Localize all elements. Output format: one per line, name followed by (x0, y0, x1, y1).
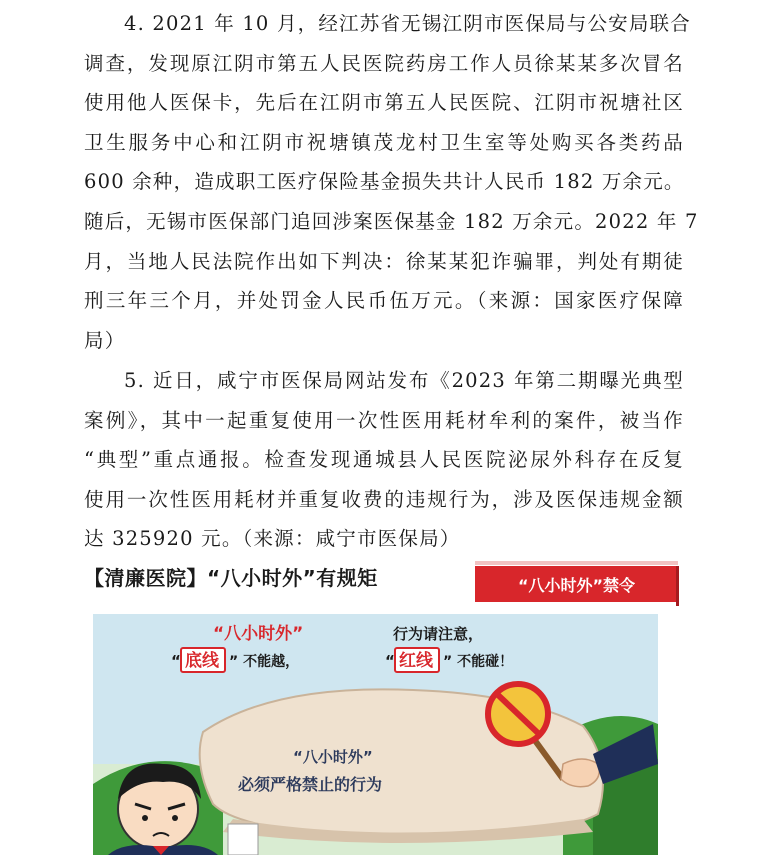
paragraph-line: 5. 近日，咸宁市医保局网站发布《2023 年第二期曝光典型 (124, 369, 684, 392)
poster-line1-a: “八小时外” (213, 624, 304, 644)
paper-icon (228, 824, 258, 855)
poster-line2-b: ” 不能越， (229, 654, 300, 670)
paragraph-line: 4. 2021 年 10 月，经江苏省无锡江阴市医保局与公安局联合 (124, 12, 691, 35)
stone-line2: 必须严格禁止的行为 (238, 775, 383, 794)
hand-icon (561, 759, 599, 787)
cartoon-eye (172, 815, 178, 821)
paragraph-line: 月，当地人民法院作出如下判决：徐某某犯诈骗罪，判处有期徒 (84, 249, 684, 273)
paragraph-line: 局） (84, 328, 126, 352)
poster-quote: “ (171, 652, 181, 670)
poster-line1-b: 行为请注意， (393, 625, 484, 643)
paragraph-line: “典型”重点通报。检查发现通城县人民医院泌尿外科存在反复 (84, 448, 684, 472)
paragraph-line: 案例》，其中一起重复使用一次性医用耗材牟利的案件，被当作 (84, 408, 684, 432)
paragraph-line: 卫生服务中心和江阴市祝塘镇茂龙村卫生室等处购买各类药品 (84, 130, 684, 154)
paragraph-5 (84, 361, 684, 559)
paragraph-line: 600 余种，造成职工医疗保险基金损失共计人民币 182 万余元。 (84, 170, 685, 194)
poster-bottom-line: 底线 (185, 651, 219, 671)
banner-stripe (475, 561, 678, 565)
paragraph-line: 使用他人医保卡，先后在江阴市第五人民医院、江阴市祝塘社区 (84, 91, 684, 115)
paragraph-4 (84, 4, 699, 360)
banner-edge (676, 566, 679, 606)
poster-quote: “ (385, 652, 395, 670)
paragraph-line: 达 325920 元。（来源：咸宁市医保局） (84, 527, 461, 551)
section-banner: “八小时外”禁令 (475, 566, 678, 602)
paragraph-line: 刑三年三个月，并处罚金人民币伍万元。（来源：国家医疗保障 (84, 289, 684, 313)
poster-illustration (93, 614, 658, 855)
paragraph-line: 使用一次性医用耗材并重复收费的违规行为，涉及医保违规金额 (84, 487, 684, 511)
poster-red-line: 红线 (399, 651, 433, 671)
cartoon-eye (142, 815, 148, 821)
paragraph-line: 随后，无锡市医保部门追回涉案医保基金 182 万余元。2022 年 7 (84, 209, 699, 233)
paragraph-line: 调查，发现原江阴市第五人民医院药房工作人员徐某某多次冒名 (84, 51, 684, 75)
poster-svg (93, 614, 658, 855)
poster-line2-d: ” 不能碰！ (443, 654, 514, 670)
stone-line1: “八小时外” (293, 748, 373, 766)
section-title: 【清廉医院】“八小时外”有规矩 (84, 566, 378, 590)
